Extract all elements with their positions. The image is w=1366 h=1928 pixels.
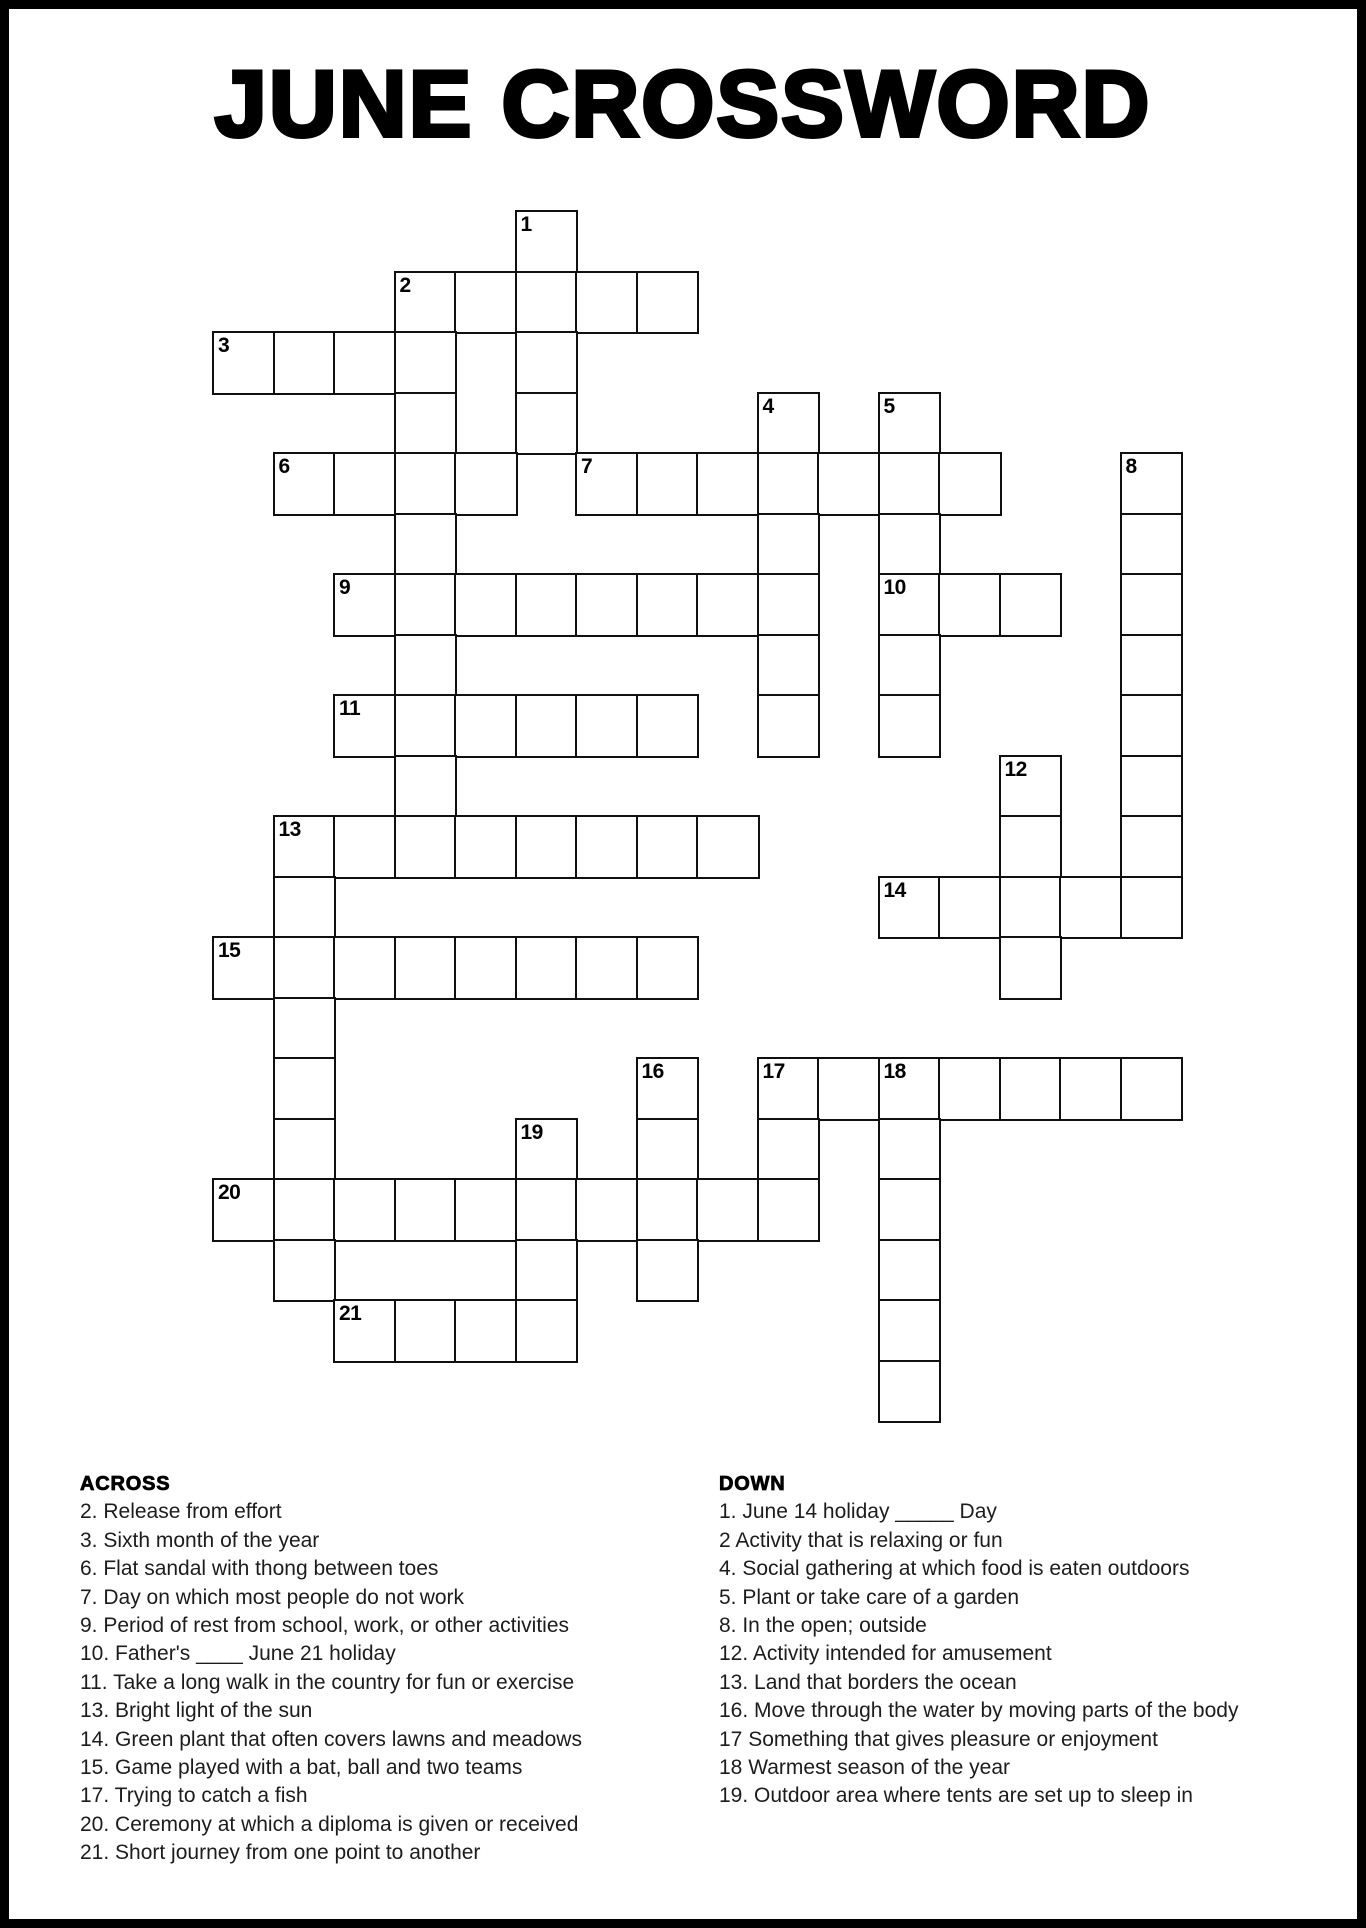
grid-cell[interactable] bbox=[999, 936, 1063, 1000]
cell-number: 8 bbox=[1125, 455, 1137, 478]
down-clue-item: 17 Something that gives pleasure or enjoyment bbox=[719, 1727, 1158, 1751]
grid-cell[interactable] bbox=[333, 1299, 397, 1363]
across-clue-item: 13. Bright light of the sun bbox=[80, 1699, 313, 1723]
grid-cell[interactable] bbox=[878, 513, 942, 577]
grid-cell[interactable] bbox=[333, 452, 397, 516]
grid-cell[interactable] bbox=[1120, 815, 1184, 879]
down-heading: DOWN bbox=[719, 1473, 786, 1495]
down-clues-section bbox=[719, 1470, 1359, 1811]
cell-number: 4 bbox=[762, 394, 774, 418]
grid-cell[interactable] bbox=[212, 936, 276, 1000]
grid-cell[interactable] bbox=[1059, 876, 1123, 940]
grid-cell[interactable] bbox=[878, 1239, 942, 1303]
across-clue-item: 6. Flat sandal with thong between toes bbox=[80, 1557, 439, 1581]
grid-cell[interactable] bbox=[636, 936, 700, 1000]
down-clue-item: 4. Social gathering at which food is eaten outdoors bbox=[719, 1557, 1190, 1581]
grid-cell[interactable] bbox=[273, 452, 337, 516]
grid-cell[interactable] bbox=[394, 392, 458, 456]
grid-cell[interactable] bbox=[696, 815, 760, 879]
grid-cell[interactable] bbox=[394, 331, 458, 395]
grid-cell[interactable] bbox=[212, 331, 276, 395]
down-clue-item: 16. Move through the water by moving parts of the body bbox=[719, 1699, 1239, 1723]
grid-cell[interactable] bbox=[515, 1178, 579, 1242]
grid-cell[interactable] bbox=[878, 1118, 942, 1182]
grid-cell[interactable] bbox=[878, 876, 942, 940]
grid-cell[interactable] bbox=[454, 452, 518, 516]
grid-cell[interactable] bbox=[273, 815, 337, 879]
grid-cell[interactable] bbox=[1120, 876, 1184, 940]
across-heading: ACROSS bbox=[80, 1473, 171, 1495]
cell-number: 3 bbox=[218, 334, 230, 357]
grid-cell[interactable] bbox=[878, 392, 942, 456]
cell-number: 1 bbox=[520, 213, 532, 236]
across-clue-item: 10. Father's ____ June 21 holiday bbox=[80, 1642, 396, 1666]
grid-cell[interactable] bbox=[515, 331, 579, 395]
grid-cell[interactable] bbox=[878, 452, 942, 516]
grid-cell[interactable] bbox=[394, 513, 458, 577]
grid-cell[interactable] bbox=[636, 573, 700, 637]
grid-cell[interactable] bbox=[757, 392, 821, 456]
grid-cell[interactable] bbox=[333, 694, 397, 758]
grid-cell[interactable] bbox=[273, 876, 337, 940]
grid-cell[interactable] bbox=[878, 1178, 942, 1242]
across-clue-item: 14. Green plant that often covers lawns and meadows bbox=[80, 1727, 582, 1751]
down-clue-item: 19. Outdoor area where tents are set up to sleep in bbox=[719, 1784, 1193, 1808]
grid-cell[interactable] bbox=[999, 755, 1063, 819]
page-title: JUNE CROSSWORD bbox=[214, 51, 1152, 156]
grid-cell[interactable] bbox=[696, 573, 760, 637]
grid-cell[interactable] bbox=[273, 1178, 337, 1242]
grid-cell[interactable] bbox=[515, 1118, 579, 1182]
grid-cell[interactable] bbox=[394, 634, 458, 698]
grid-cell[interactable] bbox=[938, 452, 1002, 516]
grid-cell[interactable] bbox=[394, 755, 458, 819]
grid-cell[interactable] bbox=[394, 694, 458, 758]
grid-cell[interactable] bbox=[757, 1118, 821, 1182]
cell-number: 19 bbox=[520, 1120, 543, 1144]
grid-cell[interactable] bbox=[636, 271, 700, 335]
grid-cell[interactable] bbox=[515, 694, 579, 758]
grid-cell[interactable] bbox=[515, 573, 579, 637]
grid-cell[interactable] bbox=[394, 271, 458, 335]
grid-cell[interactable] bbox=[999, 815, 1063, 879]
cell-number: 13 bbox=[278, 818, 301, 841]
across-clue-item: 15. Game played with a bat, ball and two teams bbox=[80, 1756, 523, 1780]
grid-cell[interactable] bbox=[212, 1178, 276, 1242]
grid-cell[interactable] bbox=[454, 815, 518, 879]
cell-number: 17 bbox=[762, 1060, 785, 1083]
grid-cell[interactable] bbox=[454, 573, 518, 637]
grid-cell[interactable] bbox=[999, 1057, 1063, 1121]
grid-cell[interactable] bbox=[515, 1239, 579, 1303]
grid-cell[interactable] bbox=[757, 1178, 821, 1242]
down-clue-item: 18 Warmest season of the year bbox=[719, 1756, 1011, 1780]
grid-cell[interactable] bbox=[575, 1178, 639, 1242]
grid-cell[interactable] bbox=[575, 815, 639, 879]
grid-cell[interactable] bbox=[273, 1057, 337, 1121]
grid-cell[interactable] bbox=[273, 331, 337, 395]
grid-cell[interactable] bbox=[757, 452, 821, 516]
across-clue-item: 17. Trying to catch a fish bbox=[80, 1784, 308, 1808]
across-clue-item: 11. Take a long walk in the country for fun or exercise bbox=[80, 1670, 575, 1694]
across-clue-item: 9. Period of rest from school, work, or other activities bbox=[80, 1614, 570, 1638]
grid-cell[interactable] bbox=[696, 452, 760, 516]
grid-cell[interactable] bbox=[878, 1360, 942, 1424]
down-clue-list bbox=[719, 1498, 1359, 1810]
grid-cell[interactable] bbox=[1120, 513, 1184, 577]
grid-cell[interactable] bbox=[333, 1178, 397, 1242]
grid-cell[interactable] bbox=[394, 936, 458, 1000]
down-clue-item: 5. Plant or take care of a garden bbox=[719, 1585, 1020, 1609]
across-clue-item: 21. Short journey from one point to another bbox=[80, 1841, 481, 1865]
grid-cell[interactable] bbox=[394, 1299, 458, 1363]
grid-cell[interactable] bbox=[636, 1178, 700, 1242]
cell-number: 11 bbox=[339, 697, 361, 720]
grid-cell[interactable] bbox=[394, 452, 458, 516]
grid-cell[interactable] bbox=[696, 1178, 760, 1242]
grid-cell[interactable] bbox=[757, 513, 821, 577]
grid-cell[interactable] bbox=[333, 936, 397, 1000]
down-clue-item: 8. In the open; outside bbox=[719, 1614, 927, 1638]
grid-cell[interactable] bbox=[1120, 694, 1184, 758]
grid-cell[interactable] bbox=[454, 1178, 518, 1242]
grid-cell[interactable] bbox=[938, 1057, 1002, 1121]
cell-number: 7 bbox=[581, 455, 593, 478]
grid-cell[interactable] bbox=[938, 876, 1002, 940]
grid-cell[interactable] bbox=[273, 1118, 337, 1182]
grid-cell[interactable] bbox=[515, 815, 579, 879]
grid-cell[interactable] bbox=[817, 452, 881, 516]
cell-number: 20 bbox=[218, 1181, 241, 1204]
grid-cell[interactable] bbox=[575, 936, 639, 1000]
cell-number: 9 bbox=[339, 576, 351, 599]
grid-cell[interactable] bbox=[817, 1057, 881, 1121]
grid-cell[interactable] bbox=[273, 1239, 337, 1303]
grid-cell[interactable] bbox=[1120, 1057, 1184, 1121]
crossword-grid bbox=[212, 210, 1183, 1423]
grid-cell[interactable] bbox=[575, 452, 639, 516]
grid-cell[interactable] bbox=[273, 936, 337, 1000]
grid-cell[interactable] bbox=[575, 573, 639, 637]
cell-number: 15 bbox=[218, 939, 241, 962]
cell-number: 21 bbox=[339, 1302, 362, 1325]
cell-number: 12 bbox=[1004, 757, 1027, 781]
grid-cell[interactable] bbox=[999, 573, 1063, 637]
grid-cell[interactable] bbox=[515, 1299, 579, 1363]
cell-number: 10 bbox=[883, 576, 906, 599]
grid-cell[interactable] bbox=[575, 271, 639, 335]
cell-number: 6 bbox=[278, 455, 290, 478]
cell-number: 2 bbox=[399, 273, 411, 297]
grid-cell[interactable] bbox=[1120, 755, 1184, 819]
grid-cell[interactable] bbox=[454, 1299, 518, 1363]
grid-cell[interactable] bbox=[394, 815, 458, 879]
grid-cell[interactable] bbox=[575, 694, 639, 758]
down-clue-item: 2 Activity that is relaxing or fun bbox=[719, 1528, 1003, 1552]
grid-cell[interactable] bbox=[757, 573, 821, 637]
grid-cell[interactable] bbox=[273, 997, 337, 1061]
cell-number: 18 bbox=[883, 1060, 906, 1083]
grid-cell[interactable] bbox=[394, 573, 458, 637]
across-clue-item: 3. Sixth month of the year bbox=[80, 1528, 320, 1552]
grid-cell[interactable] bbox=[878, 1057, 942, 1121]
across-clues-section bbox=[80, 1470, 700, 1868]
grid-cell[interactable] bbox=[1120, 573, 1184, 637]
grid-cell[interactable] bbox=[636, 1118, 700, 1182]
grid-cell[interactable] bbox=[454, 271, 518, 335]
grid-cell[interactable] bbox=[515, 392, 579, 456]
down-clue-item: 1. June 14 holiday _____ Day bbox=[719, 1500, 997, 1524]
grid-cell[interactable] bbox=[757, 634, 821, 698]
grid-cell[interactable] bbox=[515, 210, 579, 274]
grid-cell[interactable] bbox=[515, 271, 579, 335]
across-clue-item: 2. Release from effort bbox=[80, 1500, 282, 1524]
grid-cell[interactable] bbox=[878, 573, 942, 637]
grid-cell[interactable] bbox=[333, 573, 397, 637]
grid-cell[interactable] bbox=[636, 1057, 700, 1121]
across-clue-item: 20. Ceremony at which a diploma is given or received bbox=[80, 1812, 579, 1836]
grid-cell[interactable] bbox=[878, 694, 942, 758]
cell-number: 5 bbox=[883, 394, 895, 418]
grid-cell[interactable] bbox=[878, 634, 942, 698]
grid-cell[interactable] bbox=[1120, 452, 1184, 516]
grid-cell[interactable] bbox=[938, 573, 1002, 637]
grid-cell[interactable] bbox=[515, 936, 579, 1000]
grid-cell[interactable] bbox=[757, 694, 821, 758]
grid-cell[interactable] bbox=[1120, 634, 1184, 698]
grid-cell[interactable] bbox=[757, 1057, 821, 1121]
grid-cell[interactable] bbox=[454, 694, 518, 758]
grid-cell[interactable] bbox=[394, 1178, 458, 1242]
cell-number: 16 bbox=[641, 1060, 664, 1083]
grid-cell[interactable] bbox=[454, 936, 518, 1000]
grid-cell[interactable] bbox=[878, 1299, 942, 1363]
grid-cell[interactable] bbox=[999, 876, 1063, 940]
grid-cell[interactable] bbox=[636, 815, 700, 879]
grid-cell[interactable] bbox=[333, 815, 397, 879]
grid-cell[interactable] bbox=[636, 452, 700, 516]
grid-cell[interactable] bbox=[636, 694, 700, 758]
down-clue-item: 13. Land that borders the ocean bbox=[719, 1670, 1017, 1694]
down-clue-item: 12. Activity intended for amusement bbox=[719, 1642, 1052, 1666]
cell-number: 14 bbox=[883, 878, 906, 902]
across-clue-list bbox=[80, 1498, 700, 1867]
grid-cell[interactable] bbox=[1059, 1057, 1123, 1121]
grid-cell[interactable] bbox=[333, 331, 397, 395]
grid-cell[interactable] bbox=[636, 1239, 700, 1303]
across-clue-item: 7. Day on which most people do not work bbox=[80, 1585, 465, 1609]
